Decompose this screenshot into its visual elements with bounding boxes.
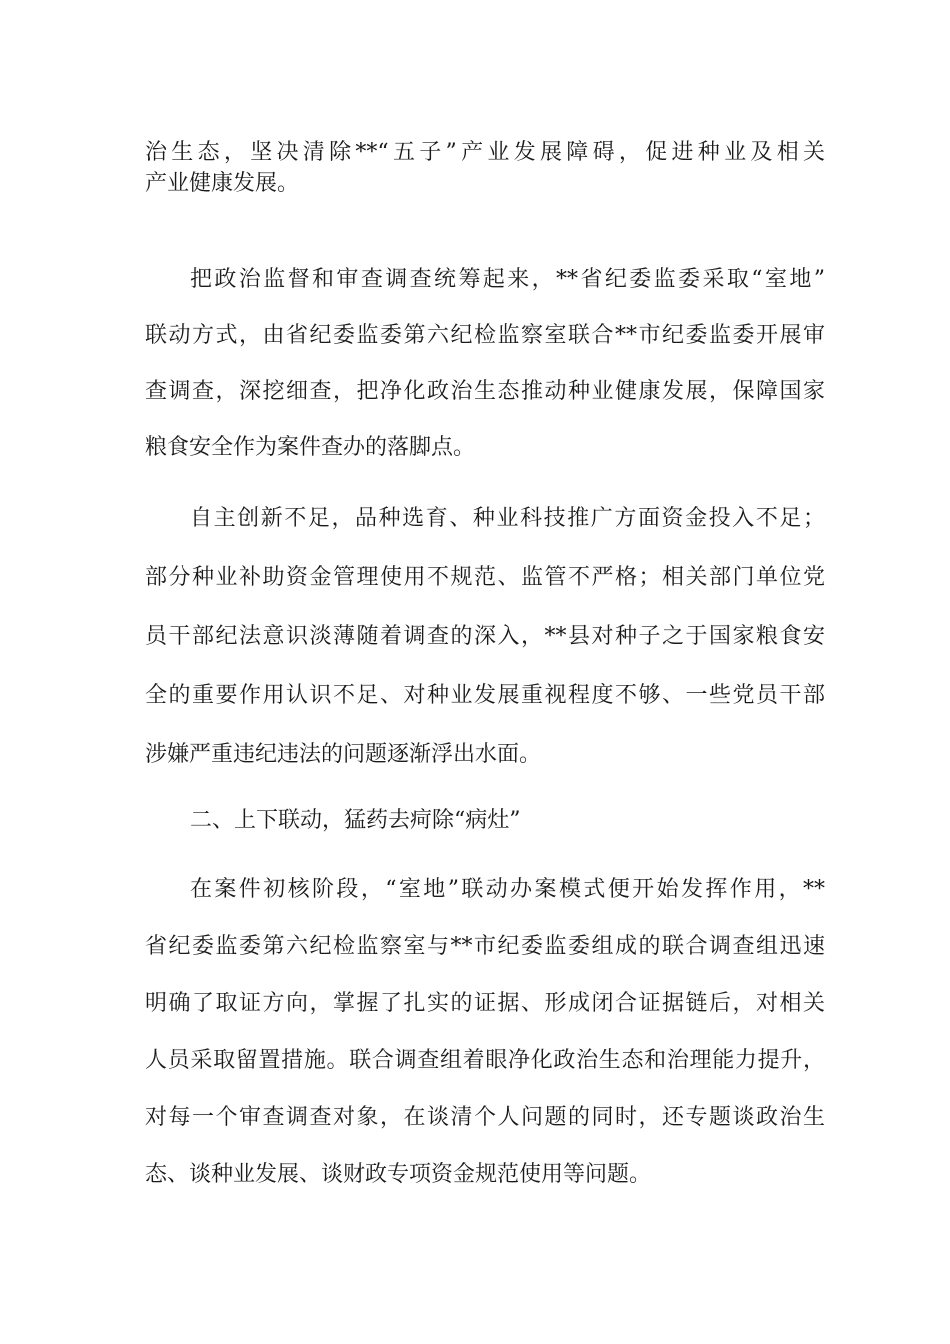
paragraph-2-line-2: 联动方式，由省纪委监委第六纪检监察室联合**市纪委监委开展审 bbox=[145, 323, 825, 348]
paragraph-2-line-3: 查调查，深挖细查，把净化政治生态推动种业健康发展，保障国家 bbox=[145, 379, 825, 404]
paragraph-3-line-4: 全的重要作用认识不足、对种业发展重视程度不够、一些党员干部 bbox=[145, 683, 825, 708]
paragraph-4-line-6: 态、谈种业发展、谈财政专项资金规范使用等问题。 bbox=[145, 1162, 652, 1187]
paragraph-1-line-2: 产业健康发展。 bbox=[145, 171, 300, 196]
paragraph-1-line-1: 治生态，坚决清除**“五子”产业发展障碍，促进种业及相关 bbox=[145, 140, 825, 165]
paragraph-4-line-1: 在案件初核阶段，“室地”联动办案模式便开始发挥作用，** bbox=[190, 877, 825, 902]
paragraph-4-line-3: 明确了取证方向，掌握了扎实的证据、形成闭合证据链后，对相关 bbox=[145, 991, 825, 1016]
paragraph-3-line-5: 涉嫌严重违纪违法的问题逐渐浮出水面。 bbox=[145, 742, 542, 767]
paragraph-2-line-4: 粮食安全作为案件查办的落脚点。 bbox=[145, 435, 476, 460]
paragraph-3-line-1: 自主创新不足，品种选育、种业科技推广方面资金投入不足； bbox=[190, 506, 825, 531]
paragraph-4-line-5: 对每一个审查调查对象，在谈清个人问题的同时，还专题谈政治生 bbox=[145, 1105, 825, 1130]
paragraph-4-line-4: 人员采取留置措施。联合调查组着眼净化政治生态和治理能力提升， bbox=[145, 1048, 825, 1073]
paragraph-3-line-3: 员干部纪法意识淡薄随着调查的深入，**县对种子之于国家粮食安 bbox=[145, 624, 825, 649]
paragraph-4-line-2: 省纪委监委第六纪检监察室与**市纪委监委组成的联合调查组迅速 bbox=[145, 934, 825, 959]
section-heading: 二、上下联动，猛药去疴除“病灶” bbox=[190, 808, 521, 833]
paragraph-2-line-1: 把政治监督和审查调查统筹起来，**省纪委监委采取“室地” bbox=[190, 267, 825, 292]
paragraph-3-line-2: 部分种业补助资金管理使用不规范、监管不严格；相关部门单位党 bbox=[145, 565, 825, 590]
